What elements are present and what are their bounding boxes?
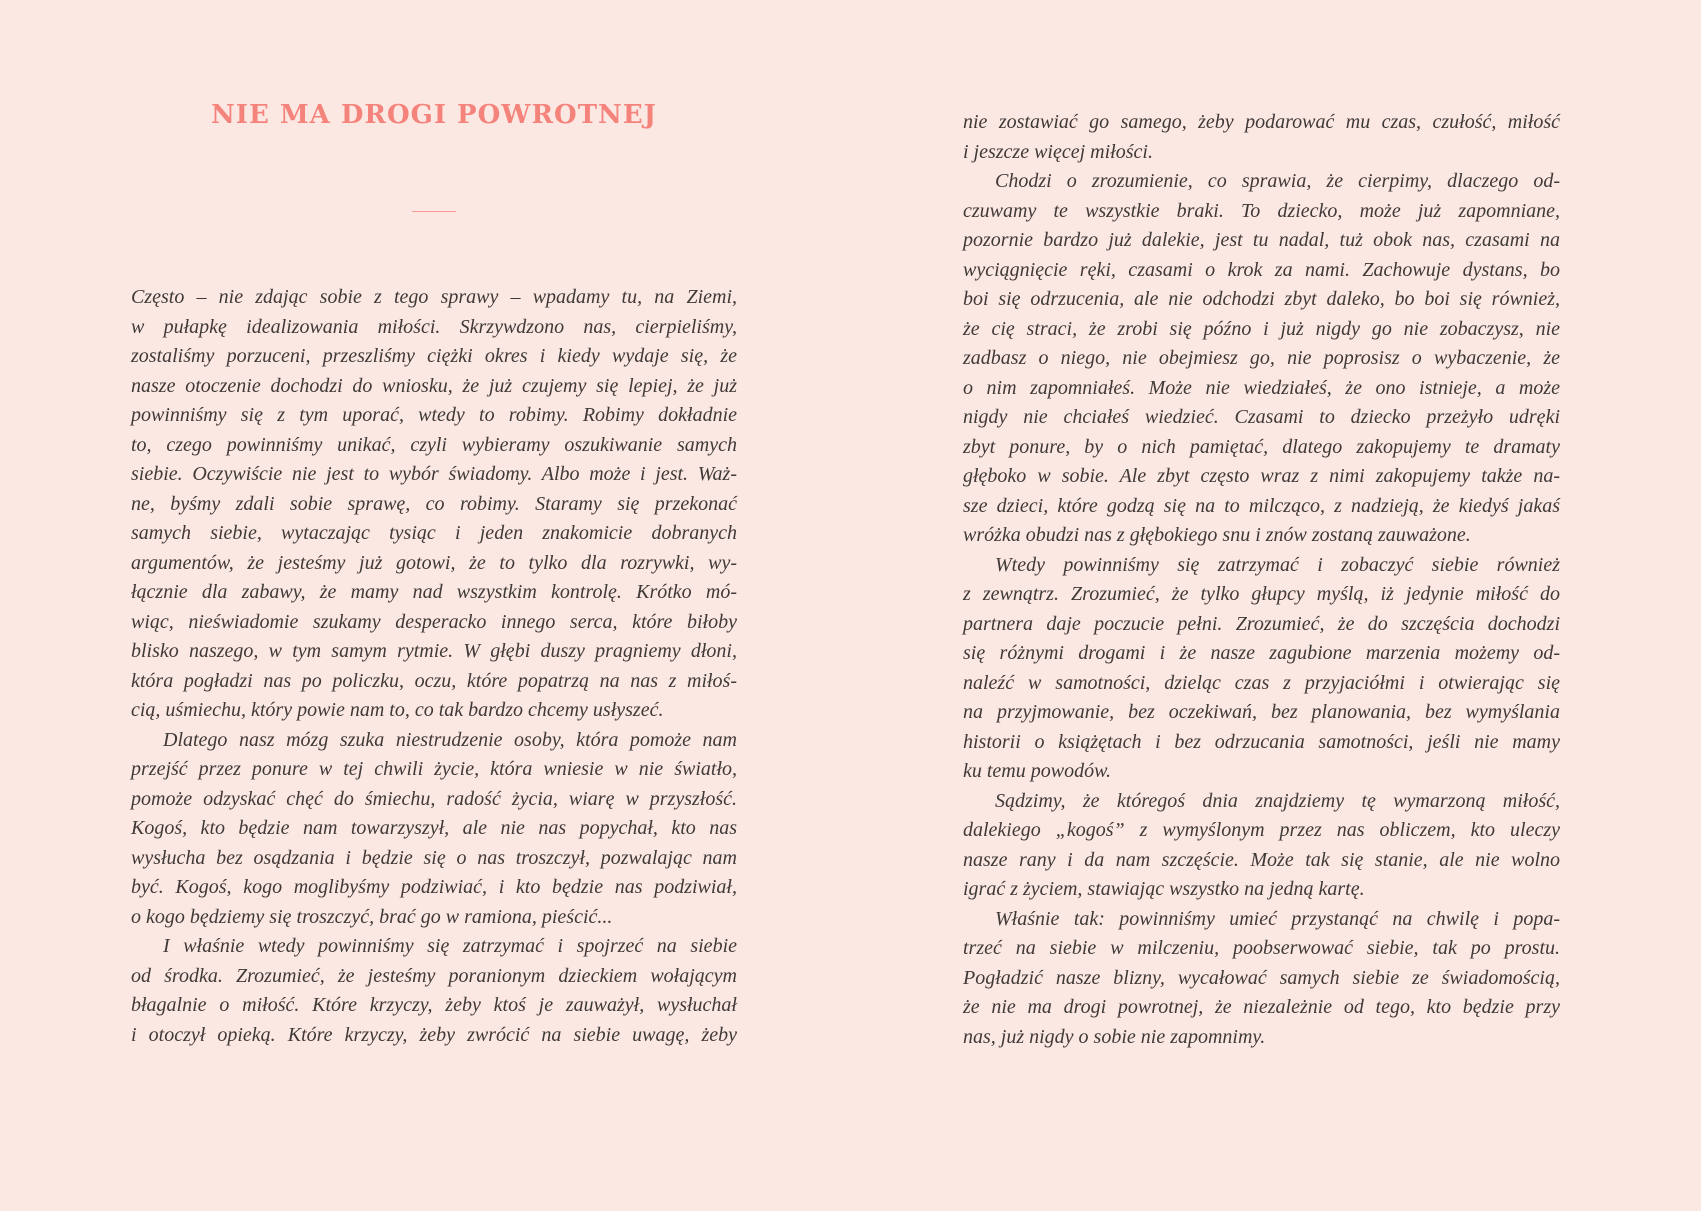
text-line: Dlatego nasz mózg szuka niestrudzenie osoby, która pomoże nam [163, 728, 737, 751]
chapter-title: NIE MA DROGI POWROTNEJ [211, 100, 657, 130]
text-line: że nie ma drogi powrotnej, że niezależnie od tego, kto będzie przy [963, 996, 1560, 1018]
text-line: Sądzimy, że któregoś dnia znajdziemy tę wymarzoną miłość, [995, 789, 1560, 812]
text-line: nas, już nigdy o sobie nie zapomnimy. [963, 1025, 1266, 1048]
text-line: boi się odrzucenia, ale nie odchodzi zbyt daleko, bo boi się również, [963, 288, 1560, 310]
text-line: blisko naszego, w tym samym rytmie. W głębi duszy pragniemy dłoni, [131, 640, 737, 662]
paragraph [963, 551, 1560, 787]
paragraph [131, 932, 737, 1050]
right-page-text [963, 108, 1560, 1052]
text-line: łącznie dla zabawy, że mamy nad wszystkim kontrolę. Krótko mó- [131, 581, 737, 603]
text-line: się różnymi drogami i że nasze zagubione marzenia możemy od- [963, 642, 1560, 664]
paragraph [131, 283, 737, 726]
text-line: o kogo będziemy się troszczyć, brać go w ramiona, pieścić... [131, 905, 613, 928]
text-line: naleźć w samotności, dzieląc czas z przyjaciółmi i otwierając się [963, 671, 1560, 694]
text-line: błagalnie o miłość. Które krzyczy, żeby ktoś je zauważył, wysłuchał [131, 994, 737, 1016]
text-line: z zewnątrz. Zrozumieć, że tylko głupcy myślą, iż jedynie miłość do [963, 583, 1560, 605]
text-line: od środka. Zrozumieć, że jesteśmy poranionym dzieckiem wołającym [131, 964, 737, 987]
paragraph [963, 905, 1560, 1053]
text-line: i jeszcze więcej miłości. [963, 140, 1153, 163]
text-line: że cię straci, że zrobi się późno i już nigdy go nie zobaczysz, nie [963, 317, 1560, 340]
text-line: nasze rany i da nam szczęście. Może tak się stanie, ale nie wolno [963, 848, 1560, 871]
text-line: zadbasz o niego, nie obejmiesz go, nie poprosisz o wybaczenie, że [963, 347, 1560, 369]
text-line: dalekiego „kogoś” z wymyślonym przez nas obliczem, kto uleczy [963, 819, 1560, 841]
text-line: na przyjmowanie, bez oczekiwań, bez planowania, bez wymyślania [963, 701, 1560, 723]
paragraph [963, 167, 1560, 551]
text-line: siebie. Oczywiście nie jest to wybór świadomy. Albo może i jest. Waż- [131, 463, 737, 485]
text-line: cią, uśmiechu, który powie nam to, co tak bardzo chcemy usłyszeć. [131, 699, 664, 721]
text-line: igrać z życiem, stawiając wszystko na jedną kartę. [963, 878, 1365, 900]
text-line: nie zostawiać go samego, żeby podarować mu czas, czułość, miłość [963, 111, 1560, 133]
text-line: partnera daje poczucie pełni. Zrozumieć, że do szczęścia dochodzi [963, 612, 1560, 635]
text-line: wyciągnięcie ręki, czasami o krok za nami. Zachowuje dystans, bo [963, 258, 1560, 281]
section-divider-ornament [412, 211, 456, 212]
left-page [131, 0, 737, 1211]
text-line: Często – nie zdając sobie z tego sprawy – wpadamy tu, na Ziemi, [131, 286, 737, 308]
text-line: samych siebie, wytaczając tysiąc i jeden znakomicie dobranych [131, 522, 737, 544]
text-line: wróżka obudzi nas z głębokiego snu i znów zostaną zauważone. [963, 524, 1471, 546]
text-line: Pogładzić nasze blizny, wycałować samych siebie ze świadomością, [963, 966, 1560, 989]
text-line: sze dzieci, które godzą się na to milcząco, z nadzieją, że kiedyś jakaś [963, 494, 1560, 517]
text-line: i otoczył opieką. Które krzyczy, żeby zwrócić na siebie uwagę, żeby [131, 1023, 737, 1046]
left-page-text [131, 283, 737, 1050]
text-line: Chodzi o zrozumienie, co sprawia, że cierpimy, dlaczego od- [995, 170, 1560, 192]
text-line: ne, byśmy zdali sobie sprawę, co robimy. Staramy się przekonać [131, 492, 737, 515]
text-line: argumentów, że jesteśmy już gotowi, że to tylko dla rozrywki, wy- [131, 551, 737, 574]
right-page [963, 0, 1560, 1211]
text-line: to, czego powinniśmy unikać, czyli wybieramy oszukiwanie samych [131, 433, 737, 456]
paragraph [963, 108, 1560, 167]
text-line: czuwamy te wszystkie braki. To dziecko, może już zapomniane, [963, 199, 1560, 222]
text-line: zostaliśmy porzuceni, przeszliśmy ciężki okres i kiedy wydaje się, że [131, 345, 737, 367]
text-line: trzeć na siebie w milczeniu, poobserwować siebie, tak po prostu. [963, 937, 1560, 959]
text-line: Wtedy powinniśmy się zatrzymać i zobaczyć siebie również [995, 553, 1560, 576]
paragraph [131, 726, 737, 933]
text-line: o nim zapomniałeś. Może nie wiedziałeś, że ono istnieje, a może [963, 376, 1560, 399]
text-line: wysłucha bez osądzania i będzie się o nas troszczył, pozwalając nam [131, 846, 737, 869]
text-line: pozornie bardzo już dalekie, jest tu nadal, tuż obok nas, czasami na [963, 229, 1560, 251]
text-line: wiąc, nieświadomie szukamy desperacko innego serca, które biłoby [131, 610, 737, 633]
text-line: w pułapkę idealizowania miłości. Skrzywdzono nas, cierpieliśmy, [131, 315, 737, 338]
text-line: Właśnie tak: powinniśmy umieć przystanąć na chwilę i popa- [995, 907, 1560, 930]
text-line: pomoże odzyskać chęć do śmiechu, radość życia, wiarę w przyszłość. [131, 787, 737, 810]
text-line: głęboko w sobie. Ale zbyt często wraz z nimi zakopujemy także na- [963, 465, 1560, 487]
text-line: być. Kogoś, kogo moglibyśmy podziwiać, i kto będzie nas podziwiał, [131, 876, 737, 898]
text-line: która pogładzi nas po policzku, oczu, które popatrzą na nas z miłoś- [131, 669, 737, 692]
text-line: Kogoś, kto będzie nam towarzyszył, ale nie nas popychał, kto nas [131, 817, 737, 839]
text-line: przejść przez ponure w tej chwili życie, która wniesie w nie światło, [131, 758, 737, 780]
text-line: historii o książętach i bez odrzucania samotności, jeśli nie mamy [963, 730, 1560, 753]
text-line: nigdy nie chciałeś wiedzieć. Czasami to dziecko przeżyło udręki [963, 406, 1560, 428]
text-line: powinniśmy się z tym uporać, wtedy to robimy. Robimy dokładnie [131, 404, 737, 426]
paragraph [963, 787, 1560, 905]
text-line: nasze otoczenie dochodzi do wniosku, że już czujemy się lepiej, że już [131, 374, 737, 397]
text-line: ku temu powodów. [963, 760, 1111, 782]
text-line: zbyt ponure, by o nich pamiętać, dlatego zakopujemy te dramaty [963, 435, 1560, 458]
text-line: I właśnie wtedy powinniśmy się zatrzymać i spojrzeć na siebie [163, 935, 737, 957]
